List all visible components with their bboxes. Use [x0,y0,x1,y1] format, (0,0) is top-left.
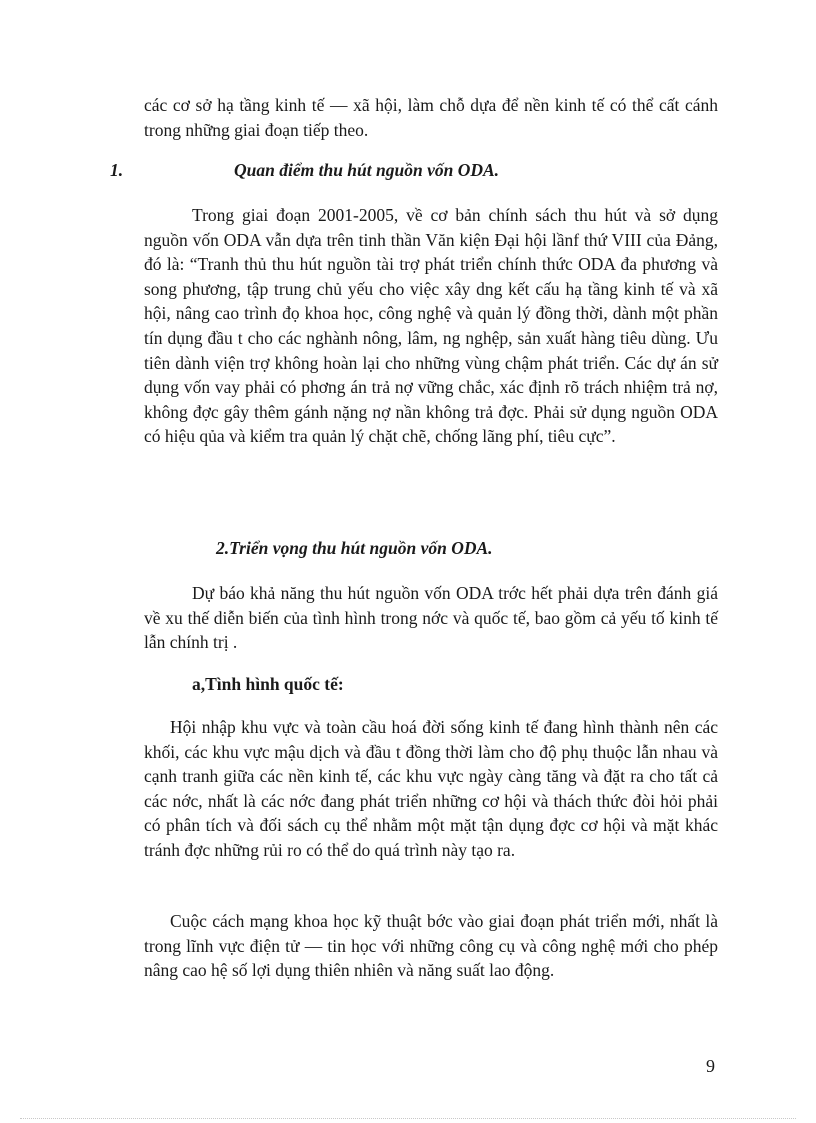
section-1-title: Quan điểm thu hút nguồn vốn ODA. [234,160,500,180]
footer-divider [20,1118,796,1119]
section-1-number: 1. [110,160,124,180]
section-2-title: 2.Triển vọng thu hút nguồn vốn ODA. [216,538,493,558]
subsection-a-paragraph-2: Cuộc cách mạng khoa học kỹ thuật bớc vào giai đoạn phát triển mới, nhất là trong lĩnh vực điện tử — tin học với những công cụ và công nghệ mới cho phép nâng cao hệ số lợi dụng thiên nhiên và năng suất lao động. [144,911,718,981]
subsection-a-title: a,Tình hình quốc tế: [192,674,344,694]
page-number: 9 [706,1056,715,1076]
continuation-paragraph: các cơ sở hạ tầng kinh tế — xã hội, làm chỗ dựa để nền kinh tế có thể cất cánh trong những giai đoạn tiếp theo. [144,95,718,140]
subsection-a-paragraph-1: Hội nhập khu vực và toàn cầu hoá đời sống kinh tế đang hình thành nên các khối, các khu vực mậu dịch và đầu t đồng thời làm cho độ phụ thuộc lẫn nhau và cạnh tranh giữa các nền kinh tế, các khu vực ngày càng tăng và đặt ra cho tất cả các nớc, nhất là các nớc đang phát triển những cơ hội và thách thức đòi hỏi phải có phân tích và đối sách cụ thể nhằm một mặt tận dụng đợc cơ hội và mặt khác tránh đợc những rủi ro có thể do quá trình này tạo ra. [144,717,718,860]
section-2-paragraph: Dự báo khả năng thu hút nguồn vốn ODA trớc hết phải dựa trên đánh giá về xu thế diễn biến của tình hình trong nớc và quốc tế, bao gồm cả yếu tố kinh tế lẫn chính trị . [144,583,718,653]
section-1-paragraph: Trong giai đoạn 2001-2005, về cơ bản chính sách thu hút và sở dụng nguồn vốn ODA vẫn dựa trên tinh thần Văn kiện Đại hội lầnf thứ VIII của Đảng, đó là: “Tranh thủ thu hút nguồn tài trợ phát triển chính thức ODA đa phương và song phương, tập trung chủ yếu cho việc xây dng kết cấu hạ tầng kinh tế và xã hội, nâng cao trình đọ khoa học, công nghệ và quản lý đồng thời, dành một phần tín dụng đầu t cho các nghành nông, lâm, ng nghệp, sản xuất hàng tiêu dùng. Ưu tiên dành viện trợ không hoàn lại cho những vùng chậm phát triển. Các dự án sử dụng vốn vay phải có phơng án trả nợ vững chắc, xác định rõ trách nhiệm trả nợ, không đợc gây thêm gánh nặng nợ nần không trả đợc. Phải sử dụng nguồn ODA có hiệu qủa và kiểm tra quản lý chặt chẽ, chống lãng phí, tiêu cực”. [144,205,718,447]
